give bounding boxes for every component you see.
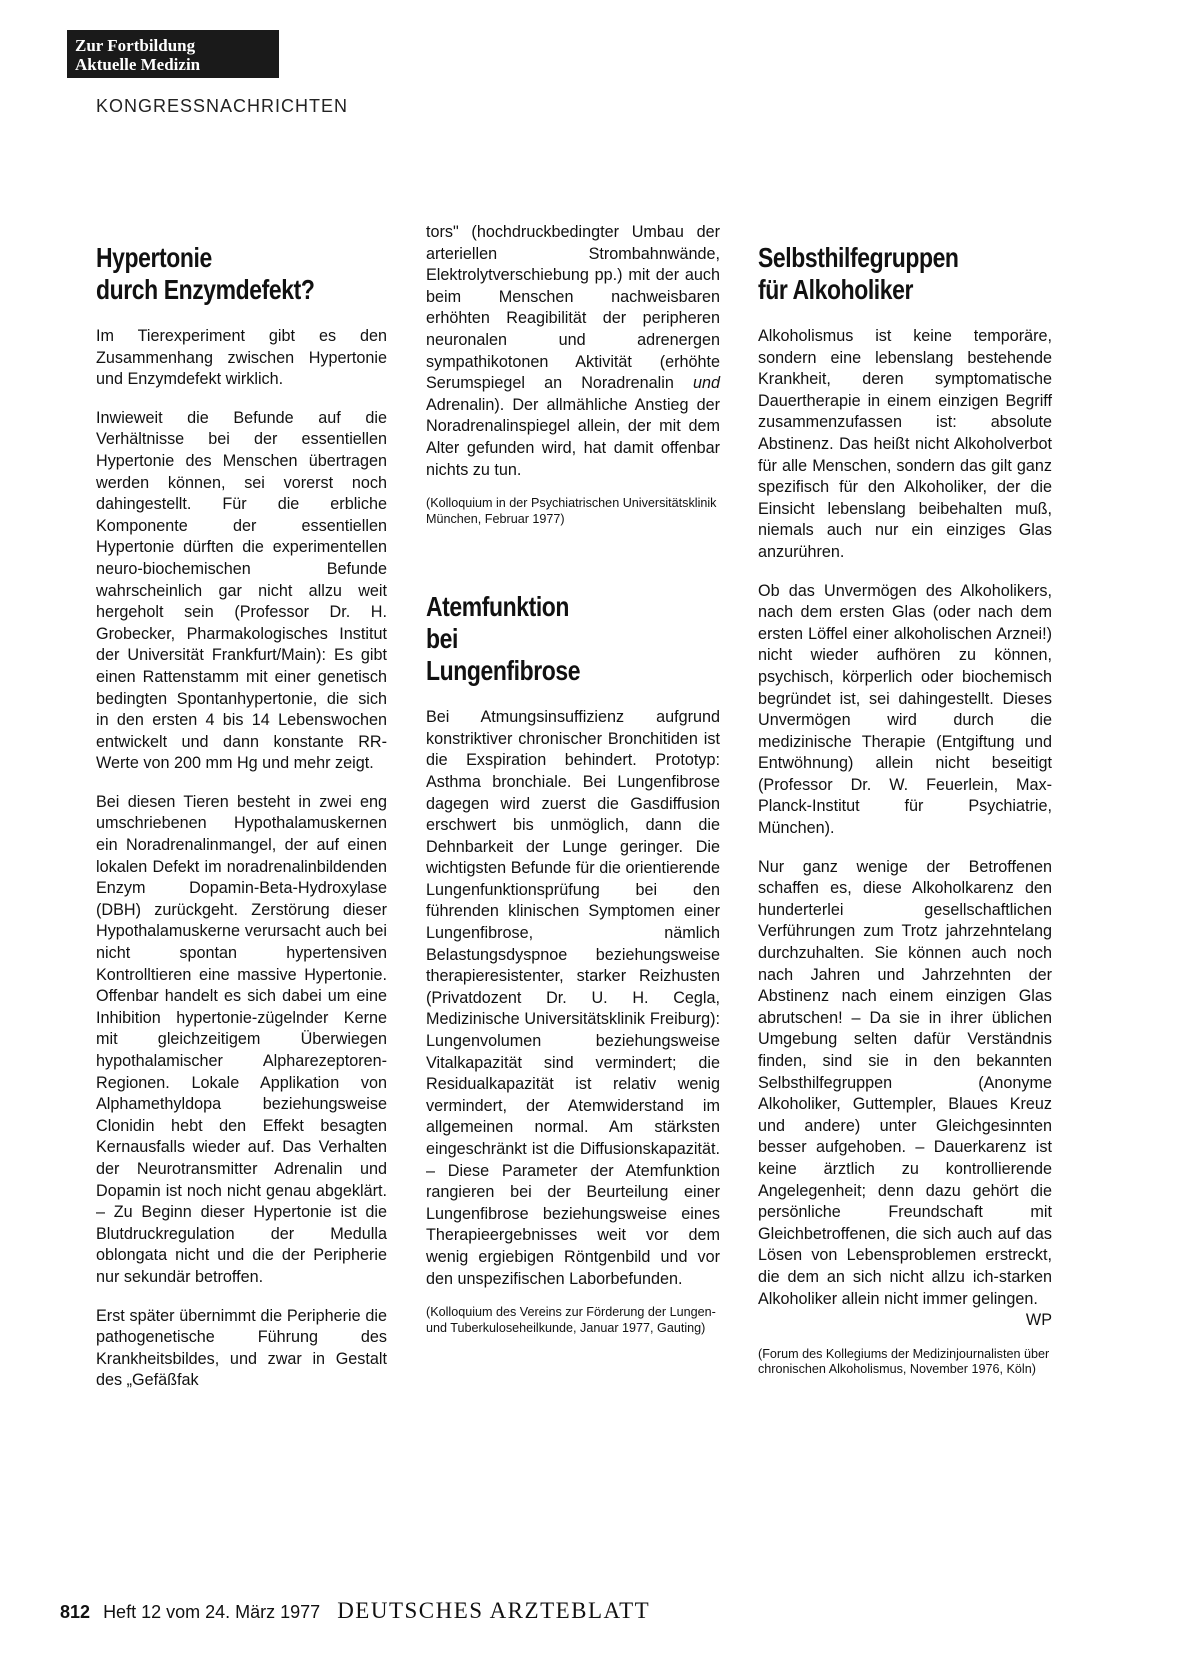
rubric-line-1: Zur Fortbildung [75, 36, 196, 55]
article-1-paragraph: Inwieweit die Befunde auf die Verhältnisse bei der essentiellen Hypertonie des Menschen übertragen werden können, sei vorerst noch dahingestellt. Für die erbliche Komponente der essentiellen Hypertonie dürften die experimentellen neuro-biochemischen Befunde wahrscheinlich gar nicht allzu weit hergeholt sein (Professor Dr. H. Grobecker, Pharmakologisches Institut der Universität Frankfurt/Main): Es gibt einen Rattenstamm mit einer genetisch bedingten Spontanhypertonie, die sich in den ersten 4 bis 14 Lebenswochen entwickelt und dann konstante RR-Werte von 200 mm Hg und mehr zeigt. [96, 408, 387, 773]
section-heading: KONGRESSNACHRICHTEN [96, 96, 349, 116]
rubric-badge [67, 30, 279, 78]
author-signature: WP [1025, 1311, 1052, 1330]
article-1-paragraph-continuation: tors" (hochdruckbedingter Umbau der arteriellen Strombahnwände, Elektrolytverschiebung pp.) mit der auch beim Menschen nachweisbaren erhöhten Reagibilität der peripheren neuronalen und adrenergen sympathikotonen Aktivität (erhöhte Serumspiegel an Noradrenalin [426, 223, 720, 393]
article-3-title: Selbsthilfegruppen für Alkoholiker [758, 242, 959, 305]
article-3-paragraph: Alkoholismus ist keine temporäre, sondern eine lebenslang bestehende Krankheit, deren symptomatische Dauertherapie in einem einzigen Begriff zusammenzufassen ist: absolute Abstinenz. Das heißt nicht Alkoholverbot für alle Menschen, sondern das gilt ganz spezifisch für den Alkoholiker, der die Einsicht lebenslang beibehalten muß, niemals auch nur ein einziges Glas anzurühren. [758, 327, 1052, 561]
article-3-paragraph: Ob das Unvermögen des Alkoholikers, nach dem ersten Glas (oder nach dem ersten Löffel einer alkoholischen Arznei!) nicht wieder aufhören zu können, psychisch, körperlich oder biochemisch begründet ist, sei dahingestellt. Dieses Unvermögen wird durch die medizinische Therapie (Entgiftung und Entwöhnung) allein nicht beseitigt (Professor Dr. W. Feuerlein, Max-Planck-Institut für Psychiatrie, München). [758, 581, 1052, 838]
article-1-source: (Kolloquium in der Psychiatrischen Universitätsklinik München, Februar 1977) [426, 496, 717, 526]
page-number: 812 [60, 1602, 91, 1622]
article-2-paragraph: Bei Atmungsinsuffizienz aufgrund konstriktiver chronischer Bronchitiden ist die Exspiration behindert. Prototyp: Asthma bronchiale. Bei Lungenfibrose dagegen wird zuerst die Gasdiffusion erschwert bis unmöglich, dann die Dehnbarkeit der Lunge geringer. Die wichtigsten Befunde für die orientierende Lungenfunktionsprüfung bei den führenden klinischen Symptomen einer Lungenfibrose, nämlich Belastungsdyspnoe beziehungsweise therapieresistenter, starker Reizhusten (Privatdozent Dr. U. H. Cegla, Medizinische Universitätsklinik Freiburg): Lungenvolumen beziehungsweise Vitalkapazität sind vermindert; die Residualkapazität ist relativ wenig vermindert, der Atemwiderstand im allgemeinen normal. Am stärksten eingeschränkt ist die Diffusionskapazität. – Diese Parameter der Atemfunktion rangieren bei der Beurteilung einer Lungenfibrose beziehungsweise eines Therapieergebnisses weit vor dem wenig ergiebigen Röntgenbild und vor den unspezifischen Laborbefunden. [426, 708, 720, 1288]
column-1 [96, 230, 387, 1392]
article-1-paragraph-tail: Adrenalin). Der allmähliche Anstieg der Noradrenalinspiegel allein, der mit dem Alter gefunden wird, hat damit offenbar nichts zu tun. [426, 395, 720, 479]
article-2-title: Atemfunktion bei Lungenfibrose [426, 591, 581, 687]
article-3-source: (Forum des Kollegiums der Medizinjournalisten über chronischen Alkoholismus, November 1976, Köln) [758, 1346, 1050, 1377]
article-1-paragraph: Bei diesen Tieren besteht in zwei eng umschriebenen Hypothalamuskernen ein Noradrenalinmangel, der auf einen lokalen Defekt im noradrenalinbildenden Enzym Dopamin-Beta-Hydroxylase (DBH) zurückgeht. Zerstörung dieser Hypothalamuskerne verursacht auch bei nicht spontan hypertensiven Kontrolltieren eine massive Hypertonie. Offenbar handelt es sich dabei um eine Inhibition hypertonie-zügelnder Kerne mit gleichzeitigem Überwiegen hypothalamischer Alpharezeptoren-Regionen. Lokale Applikation von Alphamethyldopa beziehungsweise Clonidin hebt den Effekt besagten Kernausfalls wieder auf. Das Verhalten der Neurotransmitter Adrenalin und Dopamin ist noch nicht genau abgeklärt. – Zu Beginn dieser Hypertonie ist die Blutdruckregulation der Medulla oblongata nicht und die der Peripherie nur sekundär betroffen. [96, 792, 387, 1286]
emphasis-und: und [692, 374, 720, 393]
article-1-paragraph: Im Tierexperiment gibt es den Zusammenhang zwischen Hypertonie und Enzymdefekt wirklich. [96, 327, 387, 389]
column-3 [758, 230, 1052, 1378]
article-3-paragraph: Nur ganz wenige der Betroffenen schaffen es, diese Alkoholkarenz den hunderterlei gesellschaftlichen Verführungen zum Trotz jahrzehntelang durchzuhalten. Sie können auch noch nach Jahren und Jahrzehnten der Abstinenz nach einem einzigen Glas abrutschen! – Da sie in ihrer üblichen Umgebung selten dafür Verständnis finden, sind sie in den bekannten Selbsthilfegruppen (Anonyme Alkoholiker, Guttempler, Blaues Kreuz und andere) unter Gleichgesinnten besser aufgehoben. – Dauerkarenz ist keine ärztlich zu kontrollierende Angelegenheit; denn dazu gehört die persönliche Freundschaft mit Gleichbetroffenen, die sich auch auf das Lösen von Lebensproblemen erstreckt, die dem an sich nicht allzu ich-starken Alkoholiker allein nicht immer gelingen. WP [758, 857, 1052, 1332]
article-1-paragraph-end [426, 222, 720, 481]
column-2 [426, 223, 720, 1336]
issue-info: Heft 12 vom 24. März 1977 [103, 1602, 321, 1622]
magazine-name: DEUTSCHES ARZTEBLATT [337, 1598, 651, 1623]
article-2-source: (Kolloquium des Vereins zur Förderung der Lungen- und Tuberkuloseheilkunde, Januar 1977, Gauting) [426, 1305, 716, 1335]
article-1-paragraph-continued: Erst später übernimmt die Peripherie die pathogenetische Führung des Krankheitsbildes, und zwar in Gestalt des „Gefäßfak [96, 1306, 387, 1390]
article-1-title: Hypertonie durch Enzymdefekt? [96, 242, 315, 305]
page-footer [60, 1598, 650, 1624]
rubric-line-2: Aktuelle Medizin [75, 55, 201, 74]
